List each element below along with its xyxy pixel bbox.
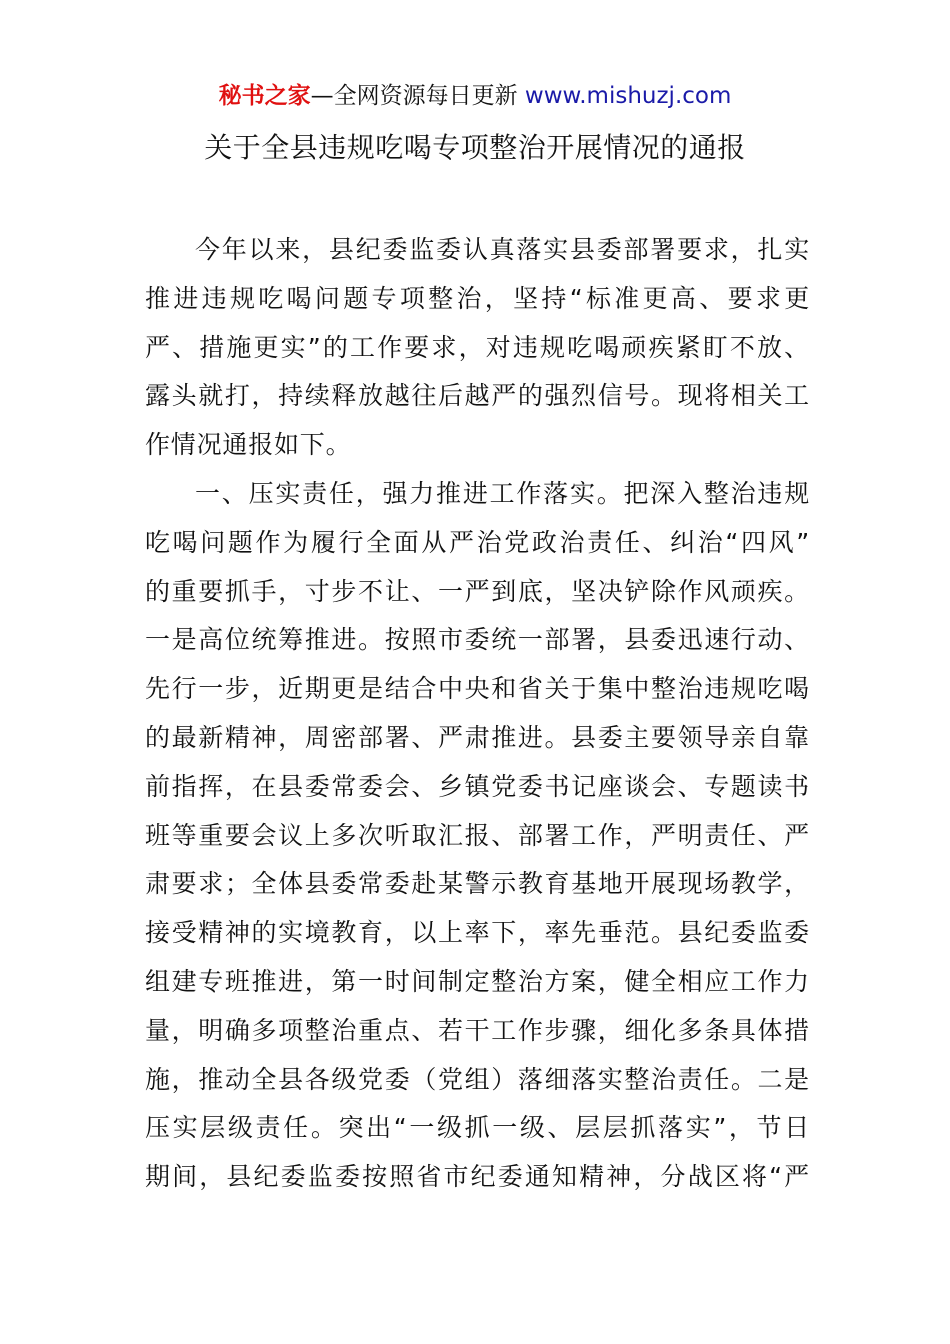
body-line: 班等重要会议上多次听取汇报、部署工作，严明责任、严 <box>145 820 810 850</box>
body-line: 今年以来，县纪委监委认真落实县委部署要求，扎实 <box>195 235 810 264</box>
body-line: 吃喝问题作为履行全面从严治党政治责任、纠治“四风” <box>145 527 810 557</box>
body-line: 的最新精神，周密部署、严肃推进。县委主要领导亲自靠 <box>145 722 810 752</box>
body-line: 前指挥，在县委常委会、乡镇党委书记座谈会、专题读书 <box>145 771 810 801</box>
body-line: 作情况通报如下。 <box>145 430 352 460</box>
body-line: 压实层级责任。突出“一级抓一级、层层抓落实”，节日 <box>145 1113 810 1143</box>
site-url-link[interactable]: www.mishuzj.com <box>524 83 732 109</box>
body-line: 接受精神的实境教育，以上率下，率先垂范。县纪委监委 <box>145 918 810 948</box>
body-line: 施，推动全县各级党委（党组）落细落实整治责任。二是 <box>145 1064 810 1094</box>
document-title: 关于全县违规吃喝专项整治开展情况的通报 <box>204 131 746 164</box>
body-line: 肃要求；全体县委常委赴某警示教育基地开展现场教学， <box>145 869 810 899</box>
body-line: 先行一步，近期更是结合中央和省关于集中整治违规吃喝 <box>145 674 810 704</box>
header-tagline: —全网资源每日更新 <box>310 83 525 109</box>
body-line: 一、压实责任，强力推进工作落实。把深入整治违规 <box>195 478 810 508</box>
body-line: 一是高位统筹推进。按照市委统一部署，县委迅速行动、 <box>145 625 810 655</box>
body-line: 露头就打，持续释放越往后越严的强烈信号。现将相关工 <box>145 381 810 411</box>
body-line: 严、措施更实”的工作要求，对违规吃喝顽疾紧盯不放、 <box>145 332 810 362</box>
body-line: 推进违规吃喝问题专项整治，坚持“标准更高、要求更 <box>145 283 810 313</box>
site-header <box>0 80 950 112</box>
body-line: 量，明确多项整治重点、若干工作步骤，细化多条具体措 <box>145 1015 810 1045</box>
brand-name: 秘书之家 <box>218 83 311 109</box>
body-line: 组建专班推进，第一时间制定整治方案，健全相应工作力 <box>145 966 810 996</box>
document-body <box>145 226 810 1202</box>
body-line: 的重要抓手，寸步不让、一严到底，坚决铲除作风顽疾。 <box>145 576 810 606</box>
body-line: 期间，县纪委监委按照省市纪委通知精神，分战区将“严 <box>145 1162 810 1192</box>
